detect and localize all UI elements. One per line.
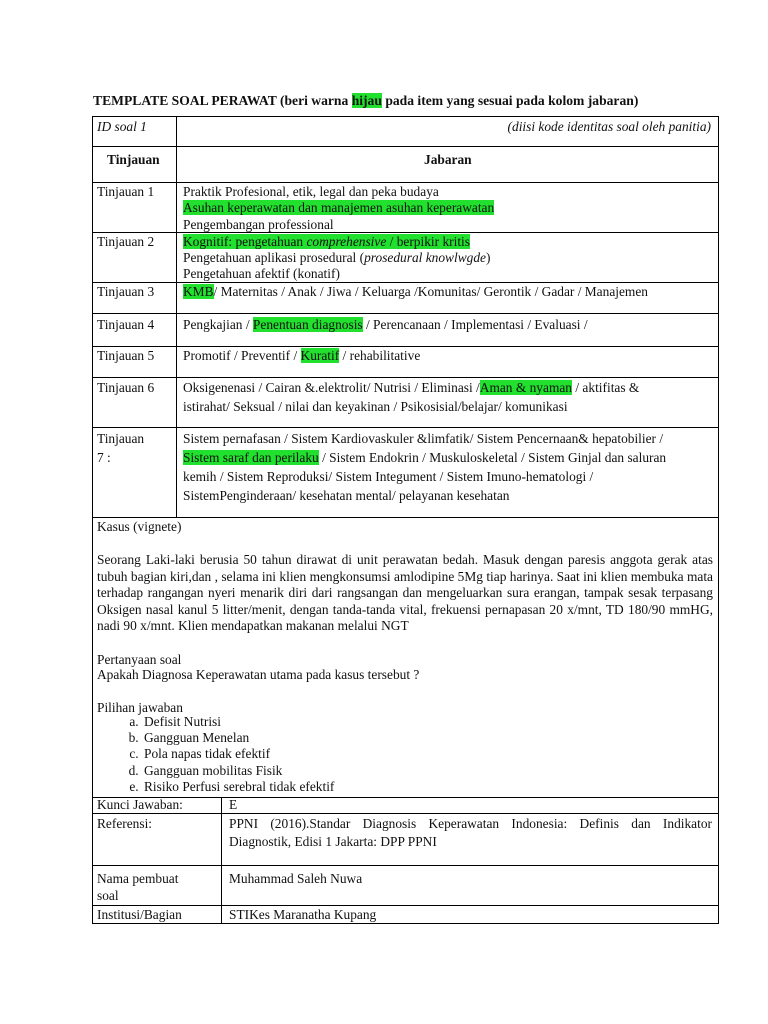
tinjauan-7-items: kemih / Sistem Reproduksi/ Sistem Integument / Sistem Imuno-hematologi / — [183, 469, 594, 484]
tinjauan-4-items: Pengkajian / Penentuan diagnosis / Perencanaan / Implementasi / Evaluasi / — [183, 317, 588, 332]
title-highlight: hijau — [351, 93, 382, 108]
pembuat-value: Muhammad Saleh Nuwa — [229, 871, 363, 886]
kasus-heading: Kasus (vignete) — [97, 519, 182, 534]
id-note: (diisi kode identitas soal oleh panitia) — [507, 119, 711, 134]
pertanyaan-heading: Pertanyaan soal — [97, 652, 182, 667]
tinjauan-7-highlight: Sistem saraf dan perilaku — [183, 450, 319, 465]
header-jabaran: Jabaran — [424, 152, 472, 167]
referensi-line: Diagnostik, Edisi 1 Jakarta: DPP PPNI — [229, 834, 437, 849]
tinjauan-3-highlight: KMB — [183, 284, 214, 299]
kasus-body: Seorang Laki-laki berusia 50 tahun dirawat di unit perawatan bedah. Masuk dengan paresis anggota gerak atas tubuh bagian kiri,dan , selama ini klien mengkonsumsi amlodipine 5Mg tiap harinya. Saat ini klien membuka mata terhadap rangangan nyeri menarik diri dari rangsangan dan mengeluarkan sura erangan, tampak sesak terpasang Oksigen nasal kanul 5 litter/menit, dengan tanda-tanda vital, frekuensi pernapasan 20 x/mnt, TD 180/90 mmHG, nadi 90 x/mnt. Klien mendapatkan makanan melalui NGT — [97, 552, 713, 634]
rule — [92, 313, 719, 314]
rule — [92, 797, 719, 798]
institusi-value: STIKes Maranatha Kupang — [229, 907, 377, 922]
tinjauan-7-label: 7 : — [97, 450, 111, 465]
rule — [176, 116, 177, 518]
tinjauan-3-label: Tinjauan 3 — [97, 284, 155, 299]
kunci-label: Kunci Jawaban: — [97, 797, 183, 812]
referensi-label: Referensi: — [97, 816, 153, 831]
tinjauan-6-items: Oksigenenasi / Cairan &.elektrolit/ Nutrisi / Eliminasi /Aman & nyaman / aktifitas & — [183, 380, 640, 395]
document-title: TEMPLATE SOAL PERAWAT (beri warna hijau pada item yang sesuai pada kolom jabaran) — [93, 93, 639, 108]
answer-options — [119, 714, 334, 795]
answer-option: d. Gangguan mobilitas Fisik — [142, 763, 334, 779]
rule — [92, 377, 719, 378]
tinjauan-1-item: Praktik Profesional, etik, legal dan peka budaya — [183, 184, 439, 199]
institusi-label: Institusi/Bagian — [97, 907, 182, 922]
tinjauan-5-highlight: Kuratif — [300, 348, 340, 363]
tinjauan-4-highlight: Penentuan diagnosis — [252, 317, 363, 332]
rule — [92, 116, 93, 924]
tinjauan-7-label: Tinjauan — [97, 431, 145, 446]
tinjauan-2-item: Pengetahuan aplikasi prosedural (prosedural knowlwgde) — [183, 250, 491, 265]
tinjauan-7-items: SistemPenginderaan/ kesehatan mental/ pelayanan kesehatan — [183, 488, 510, 503]
tinjauan-2-highlight: Kognitif: pengetahuan comprehensive / berpikir kritis — [183, 234, 470, 249]
tinjauan-6-items: istirahat/ Seksual / nilai dan keyakinan / Psikosisial/belajar/ komunikasi — [183, 399, 568, 414]
tinjauan-7-items: Sistem pernafasan / Sistem Kardiovaskuler &limfatik/ Sistem Pencernaan& hepatobilier / — [183, 431, 664, 446]
rule — [92, 427, 719, 428]
header-tinjauan: Tinjauan — [107, 152, 160, 167]
tinjauan-3-items: KMB/ Maternitas / Anak / Jiwa / Keluarga /Komunitas/ Gerontik / Gadar / Manajemen — [183, 284, 648, 299]
rule — [92, 146, 719, 147]
tinjauan-1-label: Tinjauan 1 — [97, 184, 155, 199]
referensi-line: PPNI (2016).Standar Diagnosis Keperawatan Indonesia: Definis dan Indikator — [229, 816, 712, 831]
tinjauan-4-label: Tinjauan 4 — [97, 317, 155, 332]
rule — [92, 905, 719, 906]
id-soal-label: ID soal 1 — [97, 119, 147, 134]
tinjauan-2-item — [183, 233, 470, 250]
rule — [92, 116, 719, 117]
tinjauan-6-highlight: Aman & nyaman — [479, 380, 573, 395]
answer-option: c. Pola napas tidak efektif — [142, 746, 334, 762]
pilihan-heading: Pilihan jawaban — [97, 700, 183, 715]
tinjauan-6-label: Tinjauan 6 — [97, 380, 155, 395]
tinjauan-1-item: Pengembangan professional — [183, 217, 334, 232]
rule — [92, 517, 719, 518]
tinjauan-2-item: Pengetahuan afektif (konatif) — [183, 266, 340, 281]
kunci-value: E — [229, 797, 238, 812]
tinjauan-5-label: Tinjauan 5 — [97, 348, 155, 363]
pembuat-label: soal — [97, 888, 119, 903]
tinjauan-1-highlight: Asuhan keperawatan dan manajemen asuhan keperawatan — [183, 200, 495, 215]
pertanyaan-text: Apakah Diagnosa Keperawatan utama pada kasus tersebut ? — [97, 667, 420, 682]
tinjauan-7-items: Sistem saraf dan perilaku / Sistem Endokrin / Muskuloskeletal / Sistem Ginjal dan saluran — [183, 450, 667, 465]
rule — [718, 116, 719, 924]
rule — [92, 923, 719, 924]
rule — [92, 865, 719, 866]
rule — [92, 813, 719, 814]
answer-option: b. Gangguan Menelan — [142, 730, 334, 746]
tinjauan-5-items: Promotif / Preventif / Kuratif / rehabilitative — [183, 348, 421, 363]
answer-option: a. Defisit Nutrisi — [142, 714, 334, 730]
rule — [221, 797, 222, 924]
tinjauan-2-label: Tinjauan 2 — [97, 234, 155, 249]
tinjauan-1-item — [183, 199, 494, 216]
answer-option: e. Risiko Perfusi serebral tidak efektif — [142, 779, 334, 795]
pembuat-label: Nama pembuat — [97, 871, 179, 886]
